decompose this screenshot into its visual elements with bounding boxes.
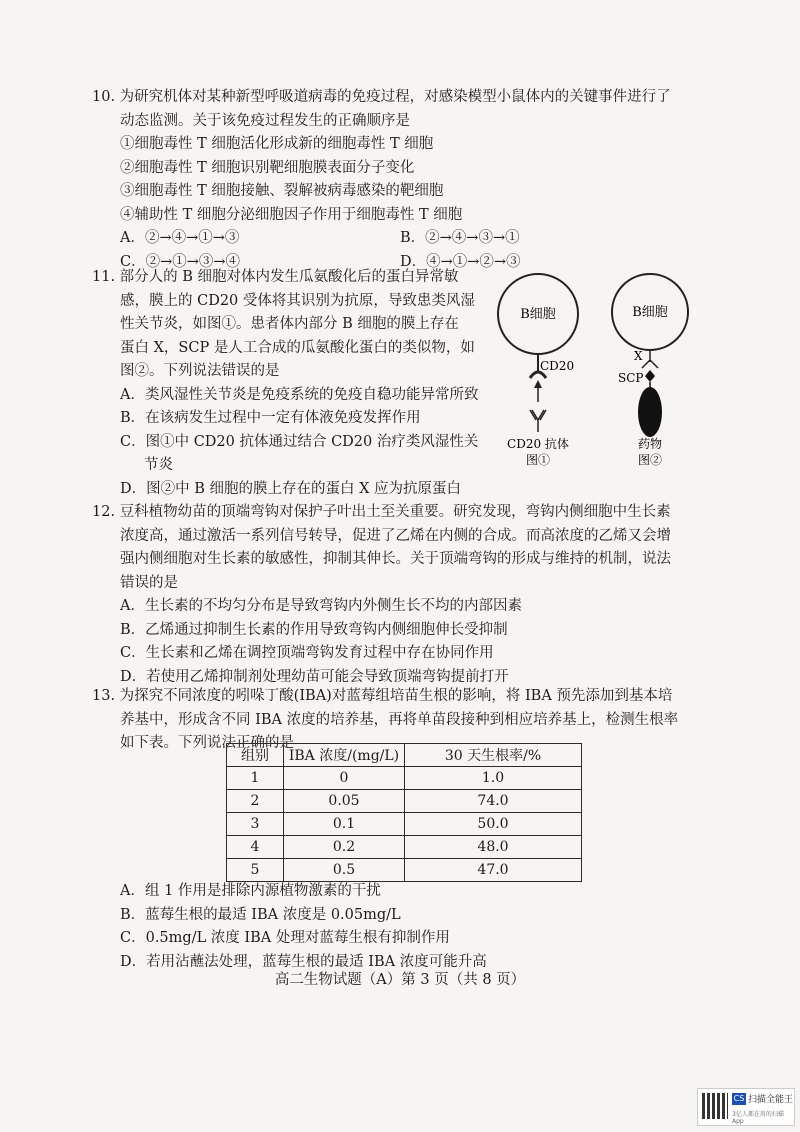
q10-stem: 10. 为研究机体对某种新型呼吸道病毒的免疫过程，对感染模型小鼠体内的关键事件进行了 bbox=[92, 89, 671, 105]
q12-stem: 浓度高，通过激活一系列信号转导，促进了乙烯在内侧的合成。而高浓度的乙烯又会增 bbox=[120, 527, 671, 544]
watermark-subtitle: 3亿人都在用的扫描App bbox=[732, 1111, 784, 1125]
b-cell-2-label: B细胞 bbox=[632, 305, 668, 320]
question-11 bbox=[92, 266, 492, 501]
table-header: 30 天生根率/% bbox=[405, 744, 582, 767]
table-header-row bbox=[227, 744, 582, 767]
table-cell: 1 bbox=[227, 767, 284, 790]
q10-option-c: C．②→①→③→④ bbox=[120, 253, 241, 270]
q11-stem: 图②。下列说法错误的是 bbox=[120, 363, 280, 379]
q13-stem: 如下表。下列说法正确的是 bbox=[120, 735, 294, 751]
q13-option-b: B．蓝莓生根的最适 IBA 浓度是 0.05mg/L bbox=[120, 906, 401, 923]
q10-option-d: D．④→①→②→③ bbox=[400, 253, 521, 270]
antibody-icon bbox=[530, 410, 546, 432]
q10-item: ④辅助性 T 细胞分泌细胞因子作用于细胞毒性 T 细胞 bbox=[120, 206, 463, 223]
q10-option-b: B．②→④→③→① bbox=[400, 230, 520, 246]
table-cell: 4 bbox=[227, 836, 284, 859]
figure-1-caption: 图① bbox=[525, 453, 551, 467]
table-cell: 0.1 bbox=[284, 813, 405, 836]
table-cell: 0.5 bbox=[284, 859, 405, 882]
cd20-label: CD20 bbox=[540, 359, 575, 373]
figure-2-caption: 图② bbox=[637, 453, 663, 467]
qr-code-icon bbox=[702, 1093, 728, 1119]
table-cell: 1.0 bbox=[405, 767, 582, 790]
table-cell: 50.0 bbox=[405, 813, 582, 836]
scp-icon bbox=[645, 370, 655, 382]
table-row bbox=[227, 859, 582, 882]
watermark-title: 扫描全能王 bbox=[748, 1095, 794, 1105]
q10-item: ③细胞毒性 T 细胞接触、裂解被病毒感染的靶细胞 bbox=[120, 183, 444, 199]
q11-stem: 性关节炎，如图①。患者体内部分 B 细胞的膜上存在 bbox=[120, 316, 459, 332]
protein-x-icon bbox=[642, 350, 658, 368]
q11-stem: 11. 部分人的 B 细胞对体内发生瓜氨酸化后的蛋白异常敏 bbox=[92, 269, 459, 285]
q13-stem: 13. 为探究不同浓度的吲哚丁酸(IBA)对蓝莓组培苗生根的影响，将 IBA 预先添加到基本培 bbox=[92, 688, 673, 704]
q13-option-d: D．若用沾蘸法处理，蓝莓生根的最适 IBA 浓度可能升高 bbox=[120, 953, 487, 970]
cs-badge-icon: CS bbox=[733, 1094, 745, 1103]
antibody-label: CD20 抗体 bbox=[507, 437, 569, 451]
drug-label: 药物 bbox=[637, 437, 663, 451]
q12-option-a: A．生长素的不均匀分布是导致弯钩内外侧生长不均的内部因素 bbox=[120, 598, 522, 614]
q12-option-d: D．若使用乙烯抑制剂处理幼苗可能会导致顶端弯钩提前打开 bbox=[120, 668, 509, 685]
table-cell: 2 bbox=[227, 790, 284, 813]
table-row bbox=[227, 836, 582, 859]
q13-option-c: C．0.5mg/L 浓度 IBA 处理对蓝莓生根有抑制作用 bbox=[120, 930, 450, 946]
drug-icon bbox=[638, 387, 662, 437]
q12-stem: 错误的是 bbox=[120, 574, 178, 591]
table-row bbox=[227, 790, 582, 813]
q11-option-c-cont: 节炎 bbox=[144, 457, 173, 473]
q11-option-c: C．图①中 CD20 抗体通过结合 CD20 治疗类风湿性关 bbox=[120, 433, 479, 450]
q11-option-a: A．类风湿性关节炎是免疫系统的免疫自稳功能异常所致 bbox=[120, 386, 479, 403]
table-cell: 48.0 bbox=[405, 836, 582, 859]
scp-label: SCP bbox=[618, 371, 644, 385]
q11-stem: 感，膜上的 CD20 受体将其识别为抗原，导致患类风湿 bbox=[120, 292, 475, 309]
b-cell-1-label: B细胞 bbox=[520, 307, 556, 322]
table-header: 组别 bbox=[227, 744, 284, 767]
table-cell: 0.2 bbox=[284, 836, 405, 859]
table-cell: 47.0 bbox=[405, 859, 582, 882]
q10-option-a: A．②→④→①→③ bbox=[120, 230, 240, 246]
q11-figure bbox=[490, 270, 710, 470]
table-header: IBA 浓度/(mg/L) bbox=[284, 744, 405, 767]
q11-stem: 蛋白 X，SCP 是人工合成的瓜氨酸化蛋白的类似物，如 bbox=[120, 339, 475, 356]
q12-stem: 强内侧细胞对生长素的敏感性，抑制其伸长。关于顶端弯钩的形成与维持的机制，说法 bbox=[120, 551, 671, 567]
q10-stem: 动态监测。关于该免疫过程发生的正确顺序是 bbox=[120, 112, 410, 129]
q12-stem: 12. 豆科植物幼苗的顶端弯钩对保护子叶出土至关重要。研究发现，弯钩内侧细胞中生长素 bbox=[92, 504, 671, 520]
q13-options bbox=[92, 880, 702, 974]
q10-item: ①细胞毒性 T 细胞活化形成新的细胞毒性 T 细胞 bbox=[120, 136, 434, 152]
q13-stem: 养基中，形成含不同 IBA 浓度的培养基，再将单苗段接种到相应培养基上，检测生根率 bbox=[120, 711, 679, 728]
q13-option-a: A．组 1 作用是排除内源植物激素的干扰 bbox=[120, 883, 381, 899]
q10-item: ②细胞毒性 T 细胞识别靶细胞膜表面分子变化 bbox=[120, 159, 415, 176]
scanner-watermark bbox=[697, 1088, 795, 1126]
table-cell: 5 bbox=[227, 859, 284, 882]
q12-option-c: C．生长素和乙烯在调控顶端弯钩发育过程中存在协同作用 bbox=[120, 645, 494, 661]
q11-option-d: D．图②中 B 细胞的膜上存在的蛋白 X 应为抗原蛋白 bbox=[120, 480, 462, 497]
question-10 bbox=[92, 86, 702, 274]
question-12 bbox=[92, 501, 702, 689]
q12-option-b: B．乙烯通过抑制生长素的作用导致弯钩内侧细胞伸长受抑制 bbox=[120, 621, 508, 638]
table-cell: 0 bbox=[284, 767, 405, 790]
table-cell: 3 bbox=[227, 813, 284, 836]
q11-option-b: B．在该病发生过程中一定有体液免疫发挥作用 bbox=[120, 410, 421, 426]
page-footer: 高二生物试题（A）第 3 页（共 8 页） bbox=[274, 972, 526, 988]
iba-table bbox=[226, 743, 582, 882]
table-cell: 0.05 bbox=[284, 790, 405, 813]
protein-x-label: X bbox=[634, 349, 643, 363]
table-cell: 74.0 bbox=[405, 790, 582, 813]
table-row bbox=[227, 813, 582, 836]
table-row bbox=[227, 767, 582, 790]
